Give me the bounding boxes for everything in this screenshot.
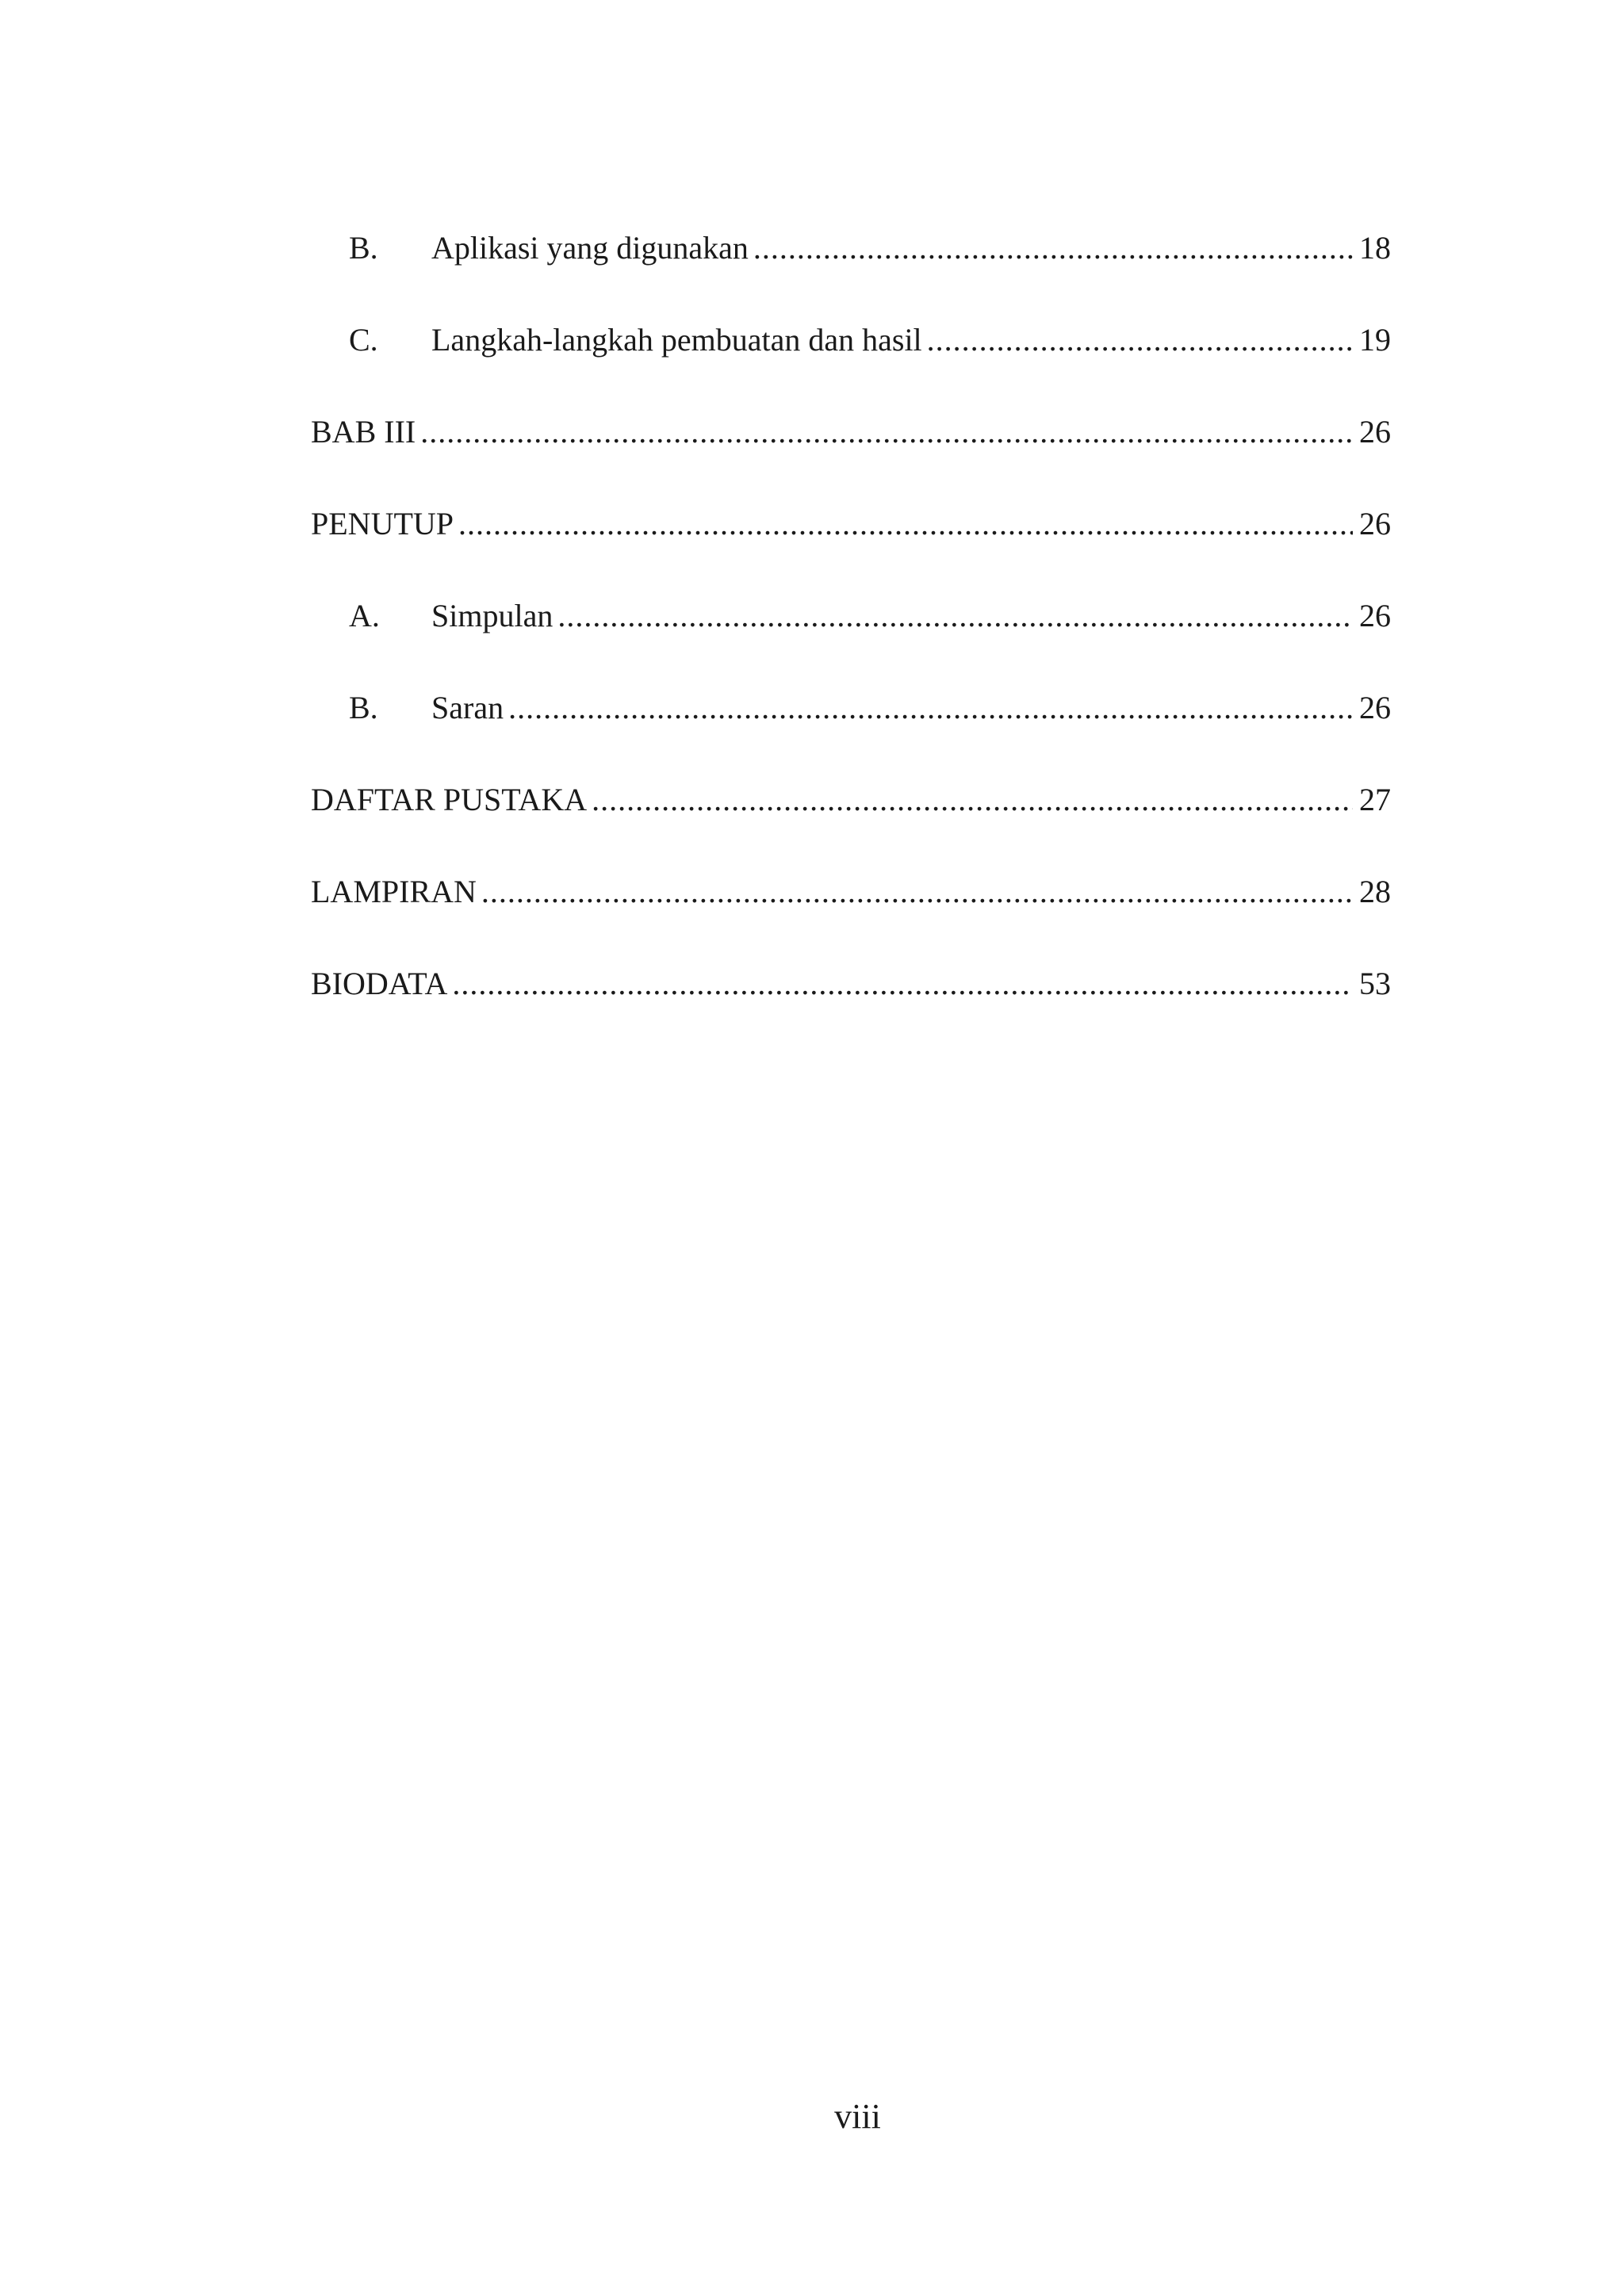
toc-entry-page-number: 27 — [1359, 782, 1391, 817]
toc-entry — [311, 500, 1391, 592]
toc-entry-title: Saran — [431, 690, 504, 725]
toc-entry-page-number: 19 — [1359, 322, 1391, 358]
table-of-contents — [311, 224, 1391, 1052]
toc-entry — [311, 960, 1391, 1052]
toc-entry-page-number: 53 — [1359, 966, 1391, 1001]
toc-entry-title: Aplikasi yang digunakan — [431, 230, 749, 266]
dot-leader — [557, 592, 1353, 640]
toc-entry-title: BIODATA — [311, 966, 448, 1001]
toc-entry-title: BAB III — [311, 414, 416, 450]
toc-entry-letter: B. — [349, 690, 378, 725]
dot-leader — [508, 684, 1353, 732]
page-number: viii — [834, 2097, 881, 2136]
toc-entry-page-number: 26 — [1359, 414, 1391, 450]
toc-entry-letter: C. — [349, 322, 378, 358]
dot-leader — [452, 960, 1353, 1008]
toc-entry-page-number: 18 — [1359, 230, 1391, 266]
dot-leader — [481, 868, 1353, 916]
toc-entry-title: DAFTAR PUSTAKA — [311, 782, 588, 817]
toc-entry-page-number: 26 — [1359, 690, 1391, 725]
toc-entry-title: LAMPIRAN — [311, 874, 477, 909]
dot-leader — [592, 776, 1353, 824]
toc-entry — [311, 316, 1391, 408]
toc-entry — [311, 592, 1391, 684]
dot-leader — [420, 408, 1353, 456]
toc-entry-title: Simpulan — [431, 598, 553, 633]
toc-entry-page-number: 26 — [1359, 506, 1391, 541]
toc-entry — [311, 224, 1391, 316]
toc-entry-letter: B. — [349, 230, 378, 266]
toc-entry — [311, 408, 1391, 500]
toc-entry-title: PENUTUP — [311, 506, 454, 541]
toc-entry — [311, 868, 1391, 960]
toc-entry-letter: A. — [349, 598, 380, 633]
toc-entry-page-number: 26 — [1359, 598, 1391, 633]
dot-leader — [927, 316, 1353, 364]
toc-entry-title: Langkah-langkah pembuatan dan hasil — [431, 322, 922, 358]
toc-entry — [311, 776, 1391, 868]
dot-leader — [753, 224, 1353, 272]
toc-entry — [311, 684, 1391, 776]
toc-entry-page-number: 28 — [1359, 874, 1391, 909]
dot-leader — [458, 500, 1353, 548]
